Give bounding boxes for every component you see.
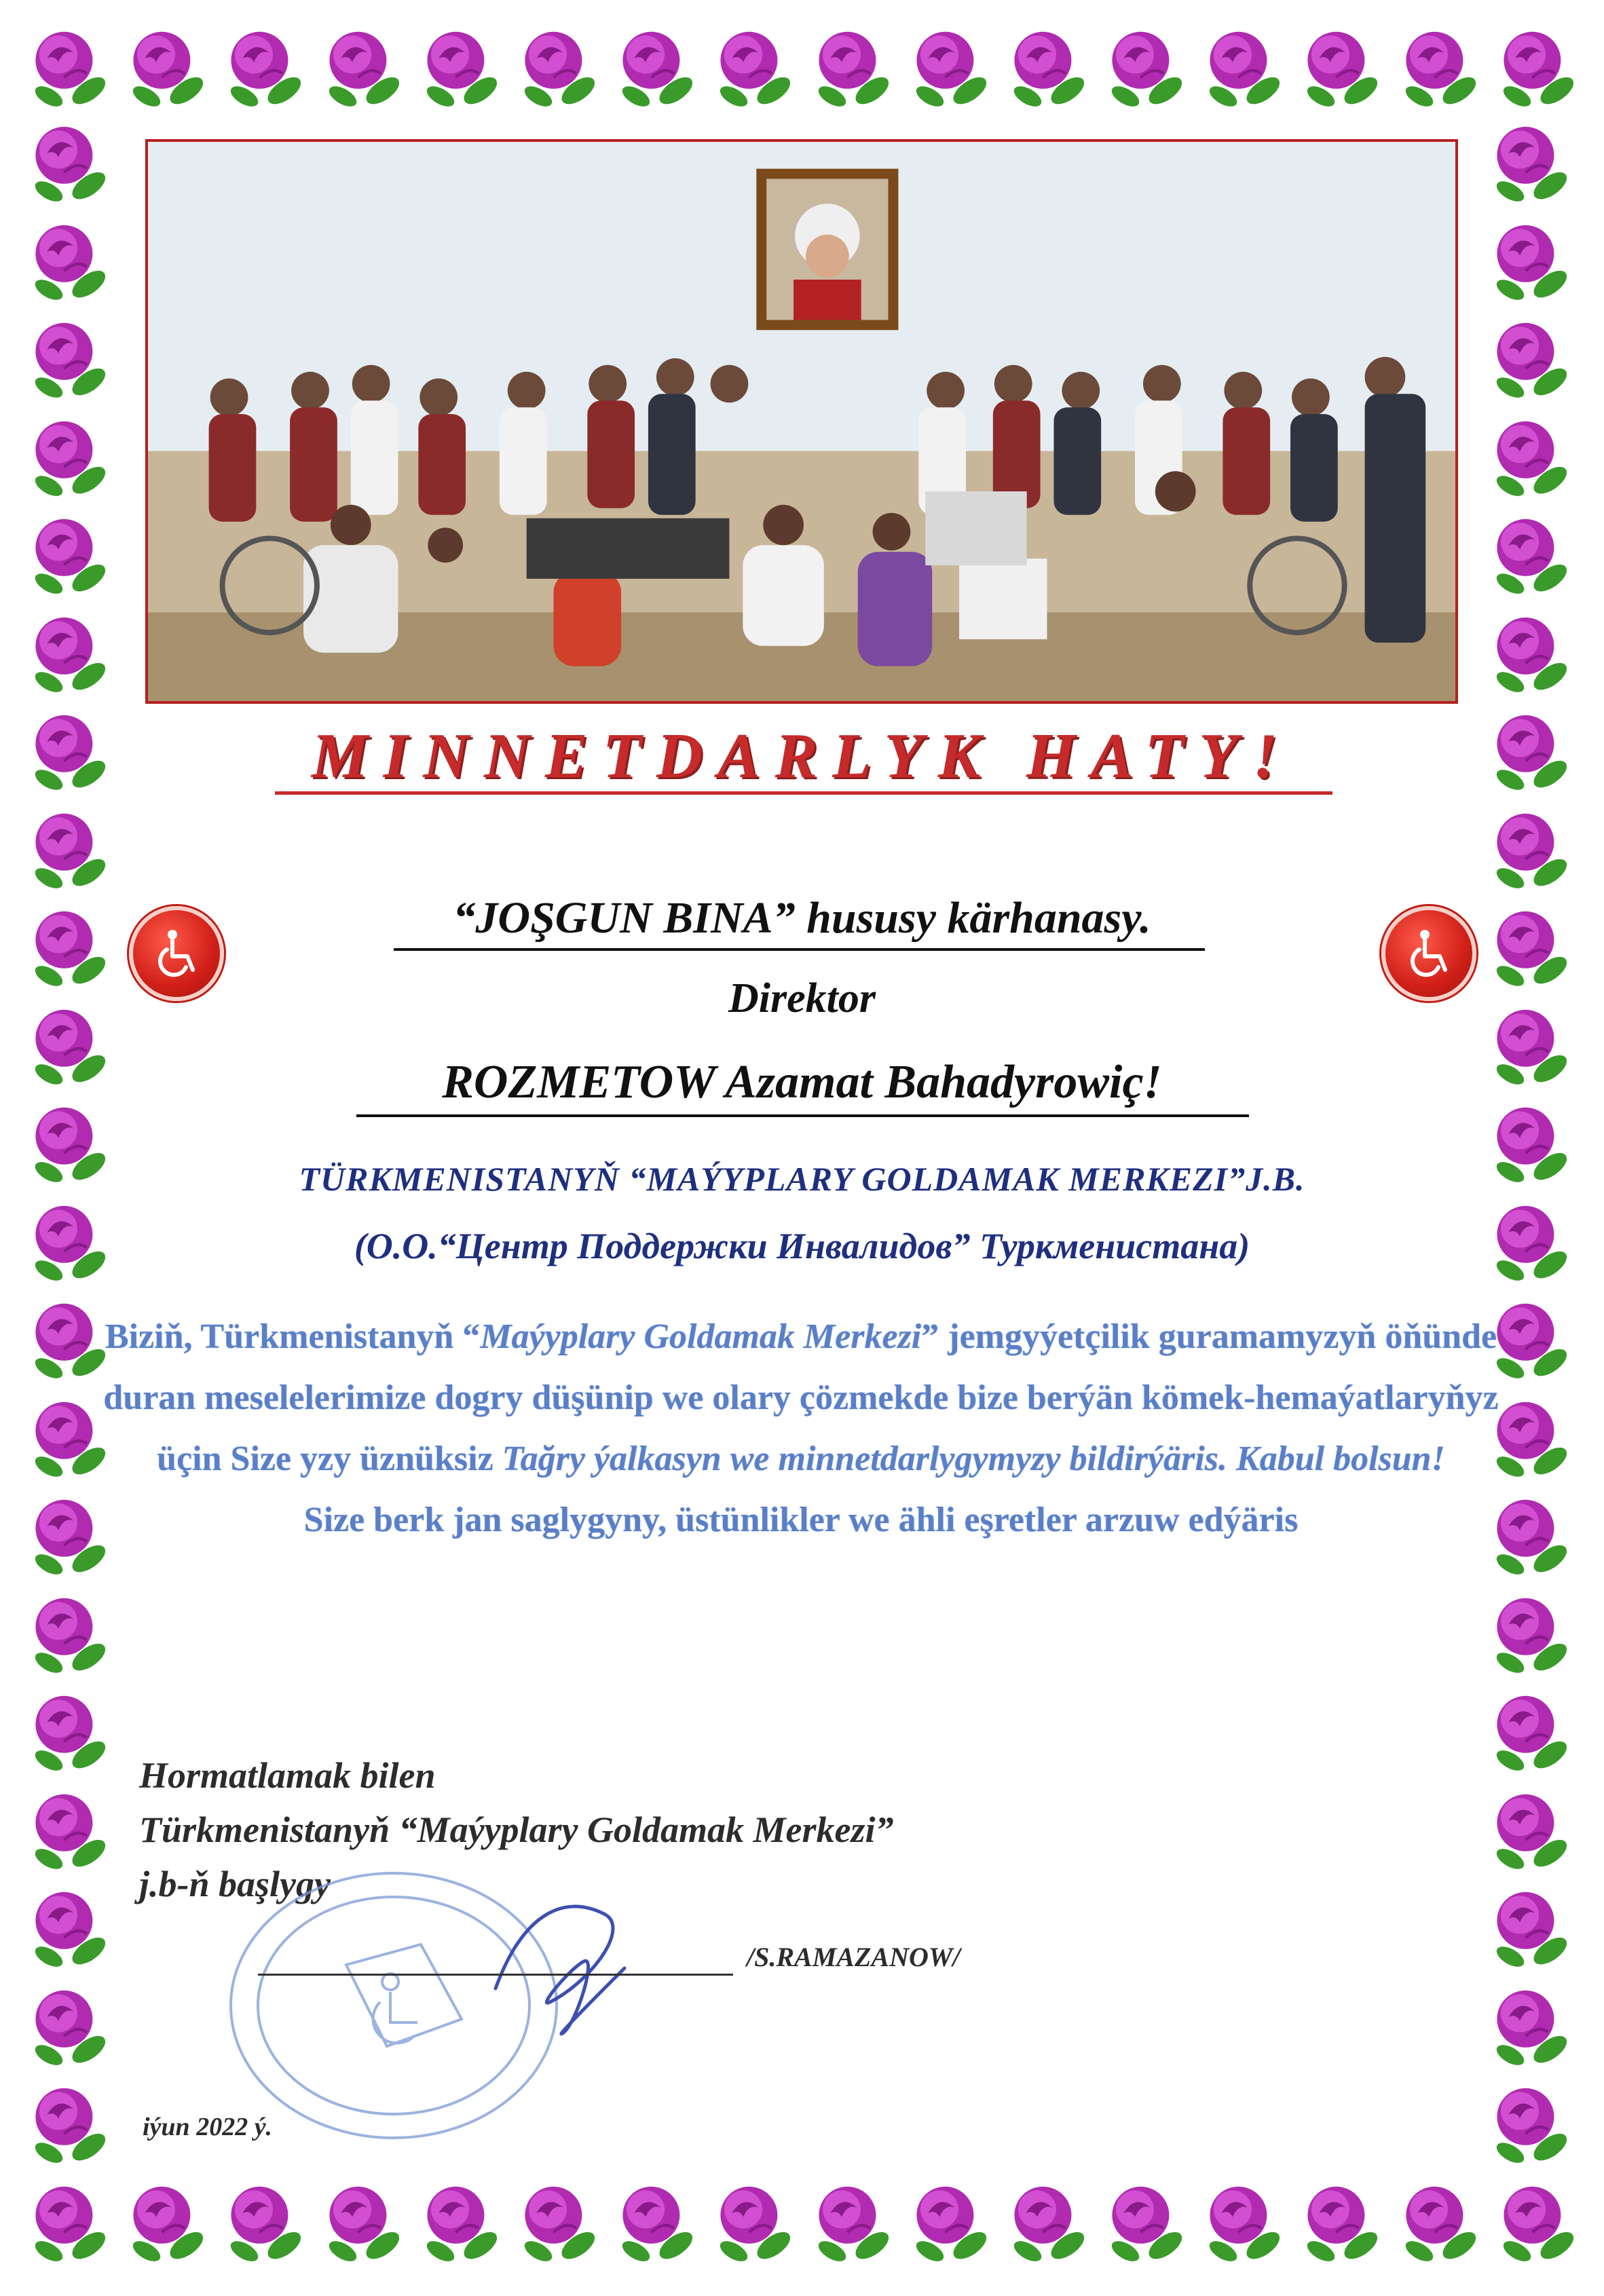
message-part-1: Biziň, Türkmenistanyň “ (105, 1317, 481, 1356)
rose-icon (412, 2175, 507, 2270)
rose-border-left (20, 115, 122, 2172)
organization-name-russian: (О.О.“Центр Поддержки Инвалидов” Туркменистана) (354, 1226, 1250, 1266)
rose-icon (216, 2175, 311, 2270)
rose-icon (999, 2175, 1094, 2270)
certificate-title: MINNETDARLYK HATY! (312, 721, 1292, 791)
rose-icon (20, 1881, 115, 1976)
rose-icon (314, 2175, 409, 2270)
company-underline (394, 948, 1205, 951)
rose-icon (20, 1685, 115, 1780)
rose-icon (20, 1587, 115, 1682)
rose-icon (510, 20, 605, 115)
rose-icon (1391, 20, 1486, 115)
rose-icon (1482, 312, 1577, 407)
message-part-2: ” jemgyýetçilik guramamyzyň öňünde duran meselelerimize dogry düşünip we olary çözmekde bize berýän kömek-hemaýatlaryňyz üçin Size yzy üznüksiz (103, 1317, 1499, 1478)
rose-icon (20, 214, 115, 309)
signer-organization: Türkmenistanyň “Maýyplary Goldamak Merkezi” (139, 1809, 894, 1850)
message-wish: Size berk jan saglygyny, üstünlikler we ähli eşretler arzuw edýäris (303, 1501, 1299, 1539)
rose-icon (20, 508, 115, 603)
rose-icon (1482, 1979, 1577, 2074)
rose-icon (1391, 2175, 1486, 2270)
rose-icon (510, 2175, 605, 2270)
rose-icon (20, 1488, 115, 1583)
gratitude-message (102, 1306, 1500, 1551)
rose-icon (20, 1979, 115, 2074)
rose-icon (1292, 2175, 1387, 2270)
rose-icon (412, 20, 507, 115)
rose-icon (804, 2175, 899, 2270)
rose-icon (20, 115, 115, 210)
rose-icon (608, 2175, 703, 2270)
rose-icon (1292, 20, 1387, 115)
rose-icon (1195, 20, 1290, 115)
rose-icon (1482, 802, 1577, 897)
rose-icon (314, 20, 409, 115)
rose-icon (20, 410, 115, 505)
rose-icon (1482, 1783, 1577, 1878)
rose-icon (705, 2175, 800, 2270)
signature-line (258, 1974, 733, 1976)
rose-icon (1482, 115, 1577, 210)
rose-icon (118, 20, 213, 115)
rose-icon (1195, 2175, 1290, 2270)
recipient-role: Direktor (728, 975, 876, 1021)
recipient-company: “JOŞGUN BINA” hususy kärhanasy. (453, 893, 1151, 943)
rose-icon (1489, 20, 1584, 115)
rose-icon (216, 20, 311, 115)
signer-name: /S.RAMAZANOW/ (747, 1942, 960, 1972)
rose-icon (705, 20, 800, 115)
rose-border-right (1482, 115, 1584, 2172)
rose-icon (1489, 2175, 1584, 2270)
rose-icon (20, 1391, 115, 1486)
message-italic-phrase: Tağry ýalkasyn we minnetdarlygymyzy bildirýäris. Kabul bolsun! (502, 1439, 1445, 1478)
rose-icon (20, 1292, 115, 1387)
rose-icon (804, 20, 899, 115)
rose-icon (20, 2077, 115, 2172)
rose-icon (1482, 2077, 1577, 2172)
issue-date: iýun 2022 ý. (143, 2113, 273, 2141)
message-org-name: Maýyplary Goldamak Merkezi (480, 1317, 922, 1356)
rose-icon (118, 2175, 213, 2270)
rose-icon (901, 20, 996, 115)
rose-border-bottom (20, 2175, 1584, 2277)
rose-icon (1482, 410, 1577, 505)
rose-icon (1482, 1685, 1577, 1780)
handwritten-signature (468, 1887, 645, 2043)
recipient-name: ROZMETOW Azamat Bahadyrowiç! (442, 1056, 1162, 1108)
rose-icon (1097, 2175, 1192, 2270)
title-underline (275, 791, 1332, 795)
rose-icon (20, 312, 115, 407)
rose-icon (1482, 214, 1577, 309)
rose-icon (20, 2175, 115, 2270)
signer-title: j.b-ň başlygy (139, 1864, 331, 1904)
rose-icon (1482, 508, 1577, 603)
organization-name: TÜRKMENISTANYŇ “MAÝYPLARY GOLDAMAK MERKEZI”J.B. (299, 1160, 1305, 1198)
rose-icon (608, 20, 703, 115)
rose-icon (20, 20, 115, 115)
rose-icon (999, 20, 1094, 115)
rose-icon (20, 802, 115, 897)
name-underline (356, 1114, 1249, 1117)
rose-icon (20, 606, 115, 701)
rose-icon (1097, 20, 1192, 115)
rose-icon (1482, 1881, 1577, 1976)
rose-icon (1482, 606, 1577, 701)
group-photo (145, 139, 1458, 704)
rose-border-top (20, 20, 1584, 122)
closing-line: Hormatlamak bilen (139, 1755, 436, 1796)
rose-icon (20, 1783, 115, 1878)
rose-icon (1482, 1587, 1577, 1682)
rose-icon (901, 2175, 996, 2270)
